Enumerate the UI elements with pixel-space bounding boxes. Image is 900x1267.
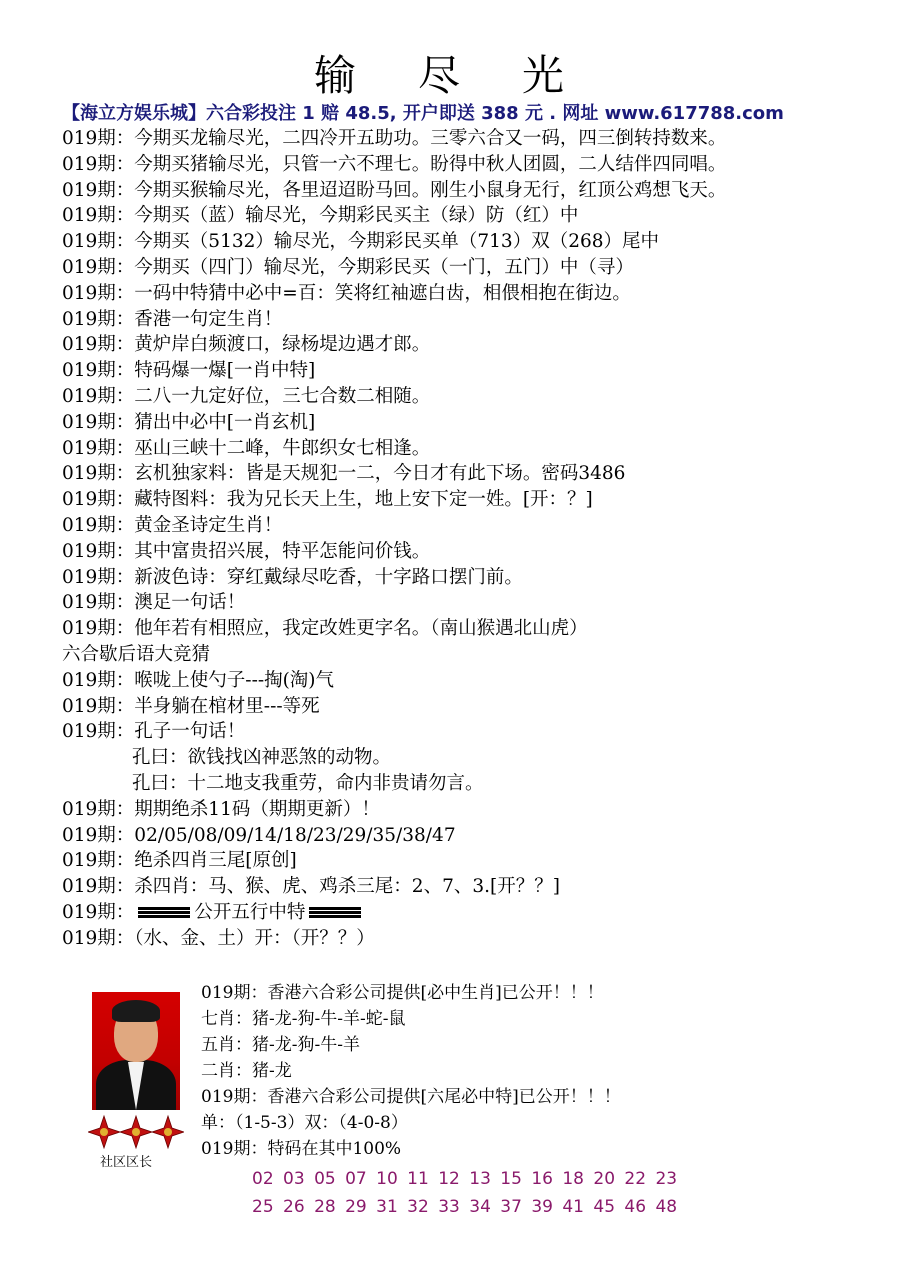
info-line: 019期：特码在其中100% <box>201 1139 402 1159</box>
list-item: 019期：今期买龙输尽光，二四冷开五助功。三零六合又一码，四三倒转持数来。 <box>62 128 727 149</box>
list-item: 019期：其中富贵招兴展，特平怎能问价钱。 <box>62 540 431 562</box>
wuxing-label: 公开五行中特 <box>194 901 306 923</box>
info-line: 五肖：猪-龙-狗-牛-羊 <box>201 1035 360 1055</box>
list-item: 019期：绝杀四肖三尾[原创] <box>62 850 297 872</box>
triple-bar-icon <box>309 907 361 918</box>
photo-caption: 社区区长 <box>100 1155 153 1170</box>
list-item: 019期：猜出中必中[一肖玄机] <box>62 411 316 433</box>
list-item: 019期：今期买猪输尽光，只管一六不理七。盼得中秋人团圆，二人结伴四同唱。 <box>62 153 727 175</box>
number-row: 02 03 05 07 10 11 12 13 15 16 18 20 22 23 <box>252 1169 678 1189</box>
triple-bar-icon <box>138 907 190 918</box>
list-item: 019期：巫山三峡十二峰，牛郎织女七相逢。 <box>62 437 431 459</box>
list-item: 019期：藏特图料：我为兄长天上生，地上安下定一姓。[开：？] <box>62 489 593 511</box>
list-item: 019期：今期买（5132）输尽光，今期彩民买单（713）双（268）尾中 <box>62 231 660 253</box>
list-item: 019期：特码爆一爆[一肖中特] <box>62 360 316 382</box>
portrait-photo <box>92 992 180 1110</box>
wuxing-line <box>62 900 882 926</box>
list-item: 019期：香港一句定生肖！ <box>62 308 283 330</box>
list-item: 019期：今期买（四门）输尽光，今期彩民买（一门，五门）中（寻） <box>62 256 634 278</box>
list-item: 019期：澳足一句话！ <box>62 592 246 614</box>
wuxing-prefix: 019期： <box>62 901 135 923</box>
list-item: 019期：二八一九定好位，三七合数二相随。 <box>62 385 431 407</box>
info-line: 019期：香港六合彩公司提供[必中生肖]已公开！！！ <box>201 983 604 1003</box>
list-item: 019期：期期绝杀11码（期期更新）！ <box>62 798 380 820</box>
info-block <box>201 980 891 1162</box>
list-item: 019期：新波色诗：穿红戴绿尽吃香，十字路口摆门前。 <box>62 566 523 588</box>
prediction-list <box>62 126 882 952</box>
info-line: 二肖：猪-龙 <box>201 1061 292 1081</box>
list-item: 019期：一码中特猜中必中=百：笑将红袖遮白齿，相偎相抱在街边。 <box>62 282 631 304</box>
number-row: 25 26 28 29 31 32 33 34 37 39 41 45 46 48 <box>252 1197 678 1217</box>
number-grid <box>252 1165 677 1221</box>
confucius-line: 孔曰：欲钱找凶神恶煞的动物。 <box>132 747 392 769</box>
info-line: 七肖：猪-龙-狗-牛-羊-蛇-鼠 <box>201 1009 406 1029</box>
confucius-line: 孔曰：十二地支我重劳，命内非贵请勿言。 <box>132 772 484 794</box>
section-heading: 六合歇后语大竞猜 <box>62 643 211 665</box>
list-item: 019期：今期买（蓝）输尽光，今期彩民买主（绿）防（红）中 <box>62 205 579 227</box>
list-item: 019期：黄炉岸白频渡口，绿杨堤边遇才郎。 <box>62 334 431 356</box>
list-item: 019期：今期买猴输尽光，各里迢迢盼马回。刚生小鼠身无行，红顶公鸡想飞天。 <box>62 179 727 201</box>
info-line: 019期：香港六合彩公司提供[六尾必中特]已公开！！！ <box>201 1087 621 1107</box>
list-item: 019期：黄金圣诗定生肖！ <box>62 514 283 536</box>
list-item: 019期：玄机独家料：皆是天规犯一二，今日才有此下场。密码3486 <box>62 463 626 485</box>
info-line: 单：（1-5-3）双：（4-0-8） <box>201 1113 408 1133</box>
page-title: 输尽光 <box>313 51 626 100</box>
list-item: 019期：杀四肖：马、猴、虎、鸡杀三尾：2、7、3.[开？？] <box>62 876 560 898</box>
list-item: 019期：孔子一句话！ <box>62 721 246 743</box>
list-item: 019期：02/05/08/09/14/18/23/29/35/38/47 <box>62 824 456 846</box>
list-item: 019期：（水、金、土）开：（开？？） <box>62 927 375 949</box>
list-item: 019期：半身躺在棺材里---等死 <box>62 695 320 717</box>
ad-banner: 【海立方娱乐城】六合彩投注 1 赔 48.5, 开户即送 388 元 . 网址 www.617788.com <box>62 103 784 124</box>
list-item: 019期：他年若有相照应，我定改姓更字名。（南山猴遇北山虎） <box>62 618 588 640</box>
list-item: 019期：喉咙上使勺子---掏(淘)气 <box>62 669 334 691</box>
medals-icon <box>88 1112 184 1156</box>
